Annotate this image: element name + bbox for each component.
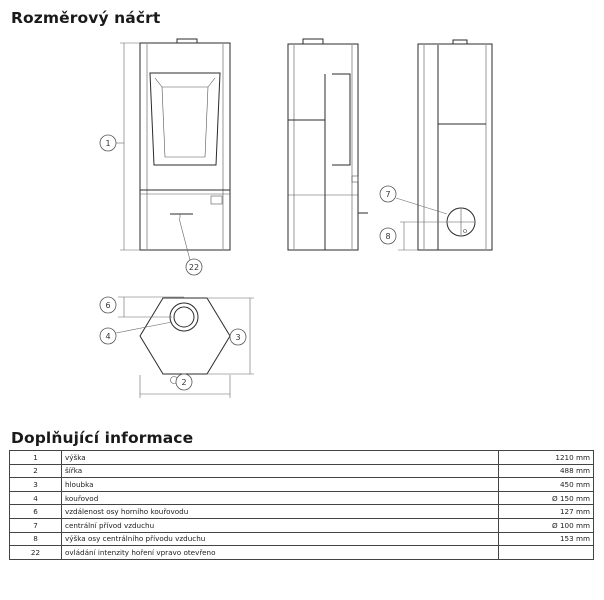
table-row: [10, 478, 594, 492]
callout-2-label: 2: [181, 378, 187, 387]
callout-8: [380, 228, 396, 244]
row-value: 488 mm: [499, 464, 594, 478]
row-number: 7: [10, 518, 62, 532]
section-title-additional-info: Doplňující informace: [11, 429, 194, 447]
table-row: [10, 491, 594, 505]
callout-6: [100, 297, 116, 313]
row-number: 1: [10, 451, 62, 465]
table-row: [10, 505, 594, 519]
row-number: 6: [10, 505, 62, 519]
row-label: výška: [62, 451, 499, 465]
row-number: 2: [10, 464, 62, 478]
table-row: [10, 518, 594, 532]
row-value: [499, 546, 594, 560]
row-number: 4: [10, 491, 62, 505]
callout-2: [176, 374, 192, 390]
callout-1: [100, 135, 116, 151]
row-number: 22: [10, 546, 62, 560]
front-view: [116, 39, 230, 260]
row-value: Ø 100 mm: [499, 518, 594, 532]
row-number: 8: [10, 532, 62, 546]
callout-22-label: 22: [188, 263, 200, 272]
row-label: šířka: [62, 464, 499, 478]
row-value: Ø 150 mm: [499, 491, 594, 505]
section-title-dimension-sketch: Rozměrový náčrt: [11, 9, 161, 27]
callout-7: [380, 186, 396, 202]
callout-6-label: 6: [105, 301, 111, 310]
row-label: ovládání intenzity hoření vpravo otevřeno: [62, 546, 499, 560]
row-label: kouřovod: [62, 491, 499, 505]
callout-4: [100, 328, 116, 344]
row-value: 127 mm: [499, 505, 594, 519]
side-view: [288, 39, 368, 250]
row-label: hloubka: [62, 478, 499, 492]
callout-3: [230, 329, 246, 345]
callout-22: [186, 259, 202, 275]
row-value: 153 mm: [499, 532, 594, 546]
callout-4-label: 4: [105, 332, 111, 341]
info-table: [9, 450, 594, 560]
callout-8-label: 8: [385, 232, 391, 241]
row-label: centrální přívod vzduchu: [62, 518, 499, 532]
table-row: [10, 532, 594, 546]
info-table-body: [10, 451, 594, 560]
table-row: [10, 546, 594, 560]
row-label: vzdálenost osy horního kouřovodu: [62, 505, 499, 519]
row-number: 3: [10, 478, 62, 492]
table-row: [10, 451, 594, 465]
callout-3-label: 3: [235, 333, 241, 342]
rear-view: [396, 40, 492, 250]
row-value: 450 mm: [499, 478, 594, 492]
row-label: výška osy centrálního přívodu vzduchu: [62, 532, 499, 546]
callout-7-label: 7: [385, 190, 391, 199]
table-row: [10, 464, 594, 478]
callout-1-label: 1: [105, 139, 111, 148]
row-value: 1210 mm: [499, 451, 594, 465]
